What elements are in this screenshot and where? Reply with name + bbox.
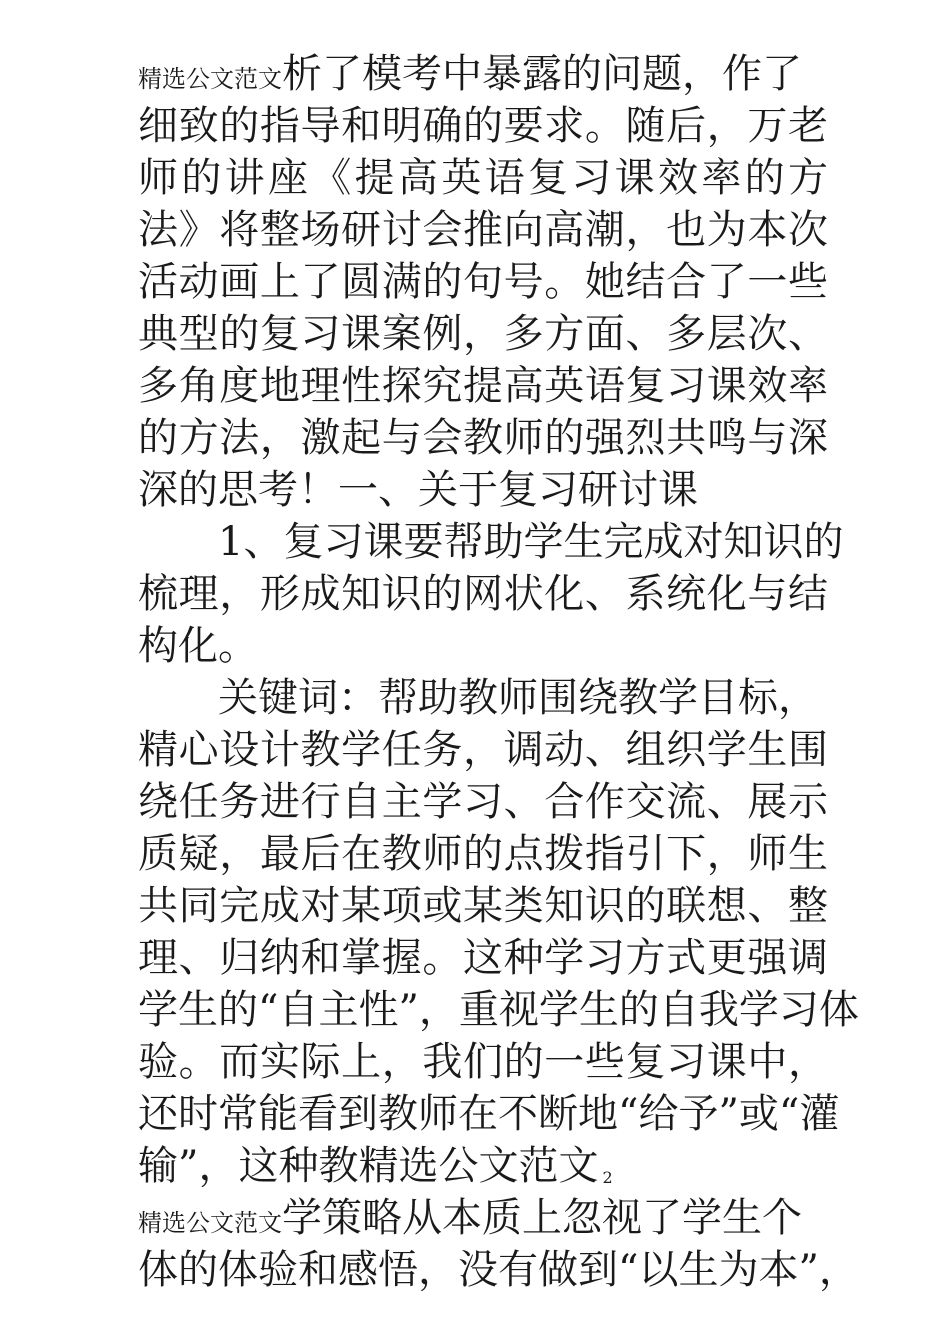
text-line: 构化。: [138, 623, 258, 669]
text-line: [138, 1192, 828, 1244]
text-line: [138, 48, 828, 100]
header-mark: 精选公文范文: [138, 1209, 282, 1237]
text-line: 典型的复习课案例，多方面、多层次、: [138, 311, 828, 357]
text-line: 1、复习课要帮助学生完成对知识的: [218, 519, 844, 565]
line-text: 析了模考中暴露的问题，作了: [282, 51, 802, 97]
text-line: 活动画上了圆满的句号。她结合了一些: [138, 259, 828, 305]
text-line: 法》将整场研讨会推向高潮，也为本次: [138, 207, 828, 253]
line-text: 输”，这种教精选公文范文: [138, 1143, 599, 1189]
text-line: 还时常能看到教师在不断地“给予”或“灌: [138, 1091, 840, 1137]
text-line: 绕任务进行自主学习、合作交流、展示: [138, 779, 828, 825]
text-line: 学生的“自主性”，重视学生的自我学习体: [138, 987, 859, 1033]
text-line: 质疑，最后在教师的点拨指引下，师生: [138, 831, 828, 877]
text-line: 验。而实际上，我们的一些复习课中，: [138, 1039, 828, 1085]
text-line: 师的讲座《提高英语复习课效率的方: [138, 155, 828, 201]
line-text: 学策略从本质上忽视了学生个: [282, 1195, 802, 1241]
header-mark: 精选公文范文: [138, 65, 282, 93]
text-line: 的方法，激起与会教师的强烈共鸣与深: [138, 415, 828, 461]
text-line: 细致的指导和明确的要求。随后，万老: [138, 103, 828, 149]
document-page: [138, 48, 859, 1296]
text-line: 理、归纳和掌握。这种学习方式更强调: [138, 935, 828, 981]
text-line: 深的思考！一、关于复习研讨课: [138, 467, 698, 513]
text-line: 共同完成对某项或某类知识的联想、整: [138, 883, 828, 929]
text-line: [138, 1140, 828, 1192]
text-line: 关键词：帮助教师围绕教学目标，: [218, 675, 818, 721]
text-line: 多角度地理性探究提高英语复习课效率: [138, 363, 828, 409]
text-line: 精心设计教学任务，调动、组织学生围: [138, 727, 828, 773]
page-number: 2: [602, 1168, 613, 1187]
text-line: 体的体验和感悟，没有做到“以生为本”，: [138, 1247, 859, 1293]
text-line: 梳理，形成知识的网状化、系统化与结: [138, 571, 828, 617]
